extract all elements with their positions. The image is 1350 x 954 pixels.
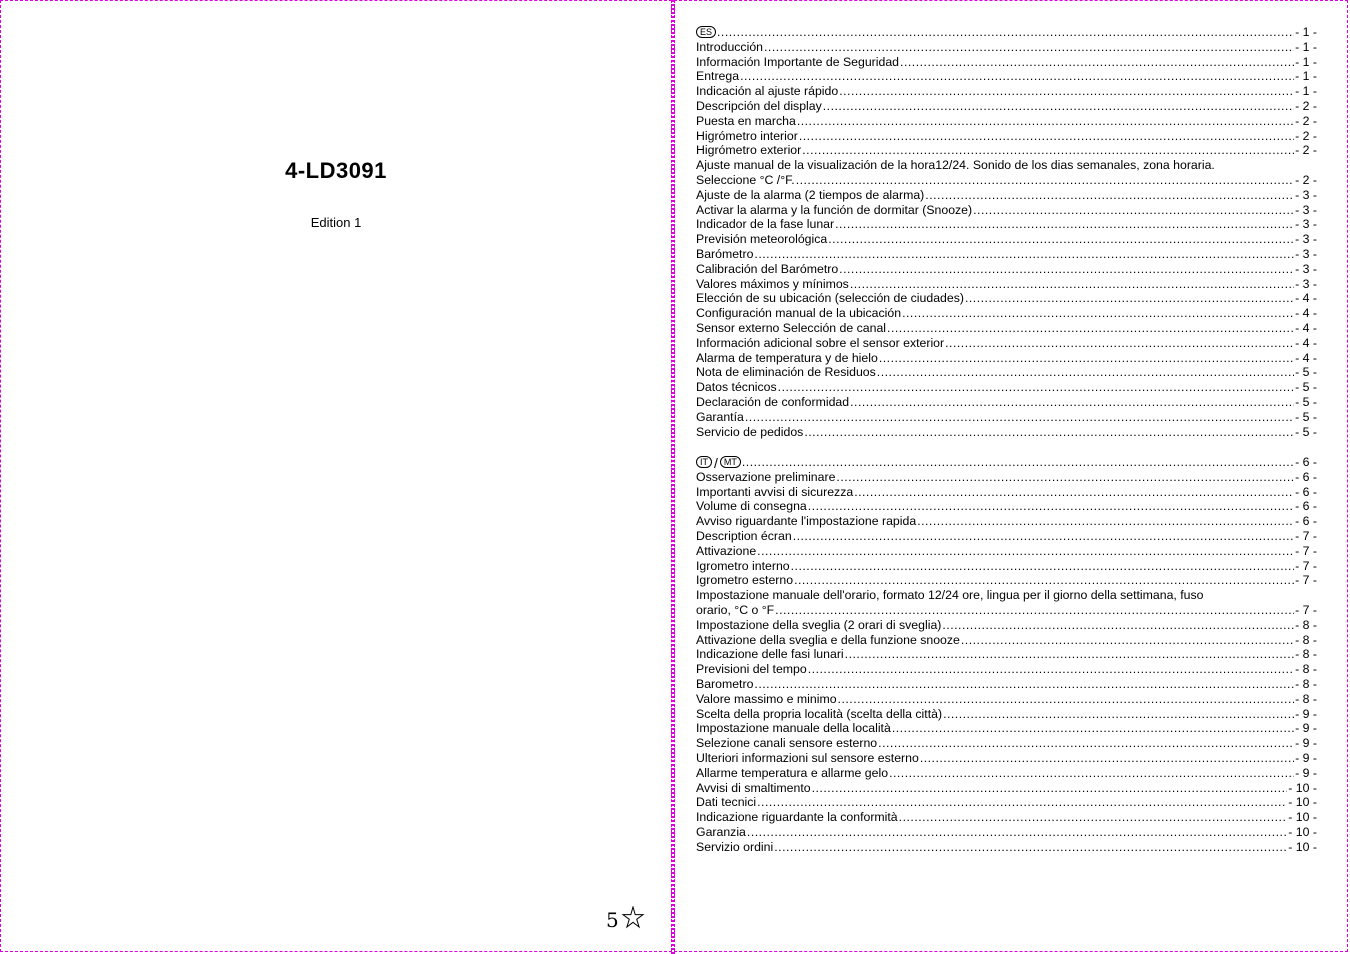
toc-entry[interactable]: [696, 203, 1317, 218]
language-badge-es: ES: [696, 26, 716, 38]
toc-entry[interactable]: [696, 380, 1317, 395]
toc-page-number: - 5 -: [1295, 380, 1317, 395]
leader-dots: [973, 203, 1294, 218]
toc-page-number: - 10 -: [1288, 810, 1317, 825]
toc-entry[interactable]: [696, 499, 1317, 514]
toc-entry-title: Barómetro: [696, 246, 754, 261]
leader-dots: [850, 277, 1294, 292]
toc-page-number: - 8 -: [1295, 647, 1317, 662]
toc-entry-title: Osservazione preliminare: [696, 469, 836, 484]
leader-dots: [877, 365, 1294, 380]
leader-dots: [943, 707, 1294, 722]
leader-dots: [812, 781, 1288, 796]
toc-entry-title: Indicador de la fase lunar: [696, 217, 835, 232]
leader-dots: [717, 25, 1294, 40]
toc-entry[interactable]: [696, 291, 1317, 306]
leader-dots: [794, 573, 1294, 588]
toc-page-number: - 7 -: [1295, 602, 1317, 617]
leader-dots: [823, 99, 1294, 114]
toc-entry[interactable]: [696, 795, 1317, 810]
leader-dots: [854, 485, 1294, 500]
toc-page-number: - 6 -: [1295, 514, 1317, 529]
toc-entry-title: Dati tecnici: [696, 795, 757, 810]
toc-page-number: - 4 -: [1295, 320, 1317, 335]
toc-entry[interactable]: [696, 114, 1317, 129]
toc-entry[interactable]: [696, 810, 1317, 825]
toc-page-number: - 9 -: [1295, 750, 1317, 765]
toc-page-number: - 1 -: [1295, 25, 1317, 39]
toc-entry[interactable]: [696, 188, 1317, 203]
toc-entry[interactable]: [696, 736, 1317, 751]
toc-entry[interactable]: [696, 232, 1317, 247]
toc-entry-title: Attivazione: [696, 543, 757, 558]
toc-page-number: - 8 -: [1295, 691, 1317, 706]
toc-entry[interactable]: [696, 410, 1317, 425]
toc-page-number: - 8 -: [1295, 632, 1317, 647]
toc-page-number: - 10 -: [1288, 795, 1317, 810]
toc-page-number: - 5 -: [1295, 394, 1317, 409]
logo-number: 5: [606, 908, 619, 932]
toc-entry-title: Barometro: [696, 676, 754, 691]
toc-entry[interactable]: [696, 825, 1317, 840]
leader-dots: [791, 559, 1294, 574]
toc-entry-title: Description écran: [696, 528, 792, 543]
toc-entry[interactable]: [696, 662, 1317, 677]
leader-dots: [835, 217, 1294, 232]
language-badge-mt: MT: [720, 456, 741, 468]
toc-entry-title: Sensor externo Selección de canal: [696, 320, 887, 335]
toc-page-number: - 2 -: [1295, 113, 1317, 128]
toc-entry[interactable]: [696, 395, 1317, 410]
toc-entry[interactable]: [696, 129, 1317, 144]
toc-page-number: - 9 -: [1295, 706, 1317, 721]
toc-entry[interactable]: [696, 692, 1317, 707]
leader-dots: [845, 647, 1294, 662]
leader-dots: [961, 633, 1294, 648]
toc-page-number: - 2 -: [1295, 172, 1317, 187]
toc-entry-title: Indicazione riguardante la conformità: [696, 810, 898, 825]
toc-entry[interactable]: [696, 840, 1317, 855]
toc-entry-title: Garanzia: [696, 824, 746, 839]
leader-dots: [764, 40, 1294, 55]
badge-separator: /: [714, 454, 718, 471]
toc-page-number: - 6 -: [1295, 469, 1317, 484]
toc-page-number: - 3 -: [1295, 187, 1317, 202]
toc-page-number: - 4 -: [1295, 306, 1317, 321]
toc-entry[interactable]: [696, 277, 1317, 292]
toc-page-number: - 4 -: [1295, 350, 1317, 365]
toc-entry[interactable]: [696, 143, 1317, 158]
toc-entry[interactable]: [696, 351, 1317, 366]
toc-entry-title: Servicio de pedidos: [696, 424, 804, 439]
leader-dots: [774, 840, 1287, 855]
toc-page-number: - 10 -: [1288, 824, 1317, 839]
toc-entry-title: Avviso riguardante l'impostazione rapida: [696, 514, 917, 529]
toc-entry[interactable]: [696, 707, 1317, 722]
toc-page-number: - 2 -: [1295, 98, 1317, 113]
toc-page-number: - 8 -: [1295, 617, 1317, 632]
toc-italian: [696, 455, 1317, 855]
toc-entry-title: Valore massimo e minimo: [696, 691, 837, 706]
toc-page-number: - 3 -: [1295, 261, 1317, 276]
toc-page-number: - 8 -: [1295, 662, 1317, 677]
toc-entry[interactable]: [696, 514, 1317, 529]
toc-language-header[interactable]: [696, 25, 1317, 40]
toc-page-number: - 1 -: [1295, 69, 1317, 84]
leader-dots: [850, 395, 1294, 410]
toc-entry[interactable]: [696, 529, 1317, 544]
toc-spanish: [696, 25, 1317, 439]
leader-dots: [839, 84, 1294, 99]
toc-entry[interactable]: [696, 84, 1317, 99]
toc-entry[interactable]: [696, 306, 1317, 321]
leader-dots: [799, 129, 1294, 144]
toc-entry-title: Activar la alarma y la función de dormitar (Snooze): [696, 202, 973, 217]
toc-entry-title: Puesta en marcha: [696, 113, 796, 128]
toc-entry[interactable]: [696, 365, 1317, 380]
leader-dots: [925, 188, 1294, 203]
toc-entry-title: Calibración del Barómetro: [696, 261, 839, 276]
leader-dots: [889, 766, 1294, 781]
leader-dots: [878, 736, 1294, 751]
toc-entry-title: Ajuste de la alarma (2 tiempos de alarma): [696, 187, 925, 202]
leader-dots: [836, 470, 1294, 485]
toc-page-number: - 9 -: [1295, 721, 1317, 736]
toc-page-number: - 2 -: [1295, 143, 1317, 158]
toc-page-number: - 3 -: [1295, 276, 1317, 291]
toc-entry-title: Servizio ordini: [696, 839, 774, 854]
toc-entry-title: Nota de eliminación de Residuos: [696, 365, 876, 380]
leader-dots: [879, 351, 1294, 366]
left-page: [0, 0, 672, 952]
toc-entry-title: Declaración de conformidad: [696, 394, 850, 409]
toc-entry[interactable]: [696, 470, 1317, 485]
leader-dots: [747, 825, 1287, 840]
toc-entry-title: Ulteriori informazioni sul sensore esterno: [696, 750, 919, 765]
toc-entry-title: Importanti avvisi di sicurezza: [696, 484, 854, 499]
page-spine-divider: [671, 0, 675, 954]
toc-entry-title: Previsión meteorológica: [696, 232, 828, 247]
toc-entry[interactable]: [696, 247, 1317, 262]
toc-entry-title: Información adicional sobre el sensor exterior: [696, 335, 945, 350]
leader-dots: [942, 618, 1294, 633]
toc-entry-title: Indicación al ajuste rápido: [696, 84, 839, 99]
toc-entry[interactable]: [696, 751, 1317, 766]
toc-page-number: - 7 -: [1295, 573, 1317, 588]
toc-entry-title: Avvisi di smaltimento: [696, 780, 811, 795]
leader-dots: [775, 603, 1294, 618]
edition-label: Edition 1: [310, 215, 362, 230]
toc-entry[interactable]: [696, 721, 1317, 736]
toc-entry-title: Higrómetro exterior: [696, 143, 802, 158]
toc-entry[interactable]: [696, 99, 1317, 114]
toc-entry[interactable]: [696, 618, 1317, 633]
leader-dots: [745, 410, 1294, 425]
model-title: 4-LD3091: [285, 158, 387, 183]
toc-entry[interactable]: [696, 603, 1317, 618]
toc-entry[interactable]: [696, 55, 1317, 70]
toc-entry[interactable]: [696, 321, 1317, 336]
toc-entry[interactable]: [696, 262, 1317, 277]
toc-page-number: - 6 -: [1295, 499, 1317, 514]
toc-page-number: - 6 -: [1295, 484, 1317, 499]
toc-page-number: - 7 -: [1295, 528, 1317, 543]
leader-dots: [757, 544, 1294, 559]
toc-entry-title: Garantía: [696, 409, 744, 424]
toc-entry[interactable]: [696, 573, 1317, 588]
toc-entry[interactable]: [696, 69, 1317, 84]
leader-dots: [797, 114, 1294, 129]
language-badge-it: IT: [696, 456, 712, 468]
leader-dots: [828, 232, 1294, 247]
leader-dots: [902, 306, 1294, 321]
toc-entry-title: Scelta della propria località (scelta della città): [696, 706, 943, 721]
toc-page-number: - 9 -: [1295, 736, 1317, 751]
leader-dots: [802, 143, 1294, 158]
toc-entry[interactable]: [696, 425, 1317, 440]
toc-page-number: - 6 -: [1295, 455, 1317, 469]
toc-entry-title: Attivazione della sveglia e della funzione snooze: [696, 632, 960, 647]
toc-entry-title: Igrometro interno: [696, 558, 790, 573]
toc-page-number: - 3 -: [1295, 217, 1317, 232]
toc-page-number: - 3 -: [1295, 202, 1317, 217]
leader-dots: [920, 751, 1294, 766]
leader-dots: [899, 810, 1288, 825]
toc-entry-title: Alarma de temperatura y de hielo: [696, 350, 878, 365]
leader-dots: [887, 321, 1294, 336]
toc-language-header[interactable]: [696, 455, 1317, 470]
toc-entry-title: Igrometro esterno: [696, 573, 794, 588]
leader-dots: [808, 662, 1294, 677]
leader-dots: [757, 795, 1287, 810]
toc-entry[interactable]: [696, 217, 1317, 232]
toc-page-number: - 5 -: [1295, 365, 1317, 380]
toc-page-number: - 10 -: [1288, 780, 1317, 795]
toc-page-number: - 5 -: [1295, 424, 1317, 439]
toc-page-number: - 4 -: [1295, 291, 1317, 306]
toc-entry-title: Impostazione della sveglia (2 orari di sveglia): [696, 617, 942, 632]
toc-entry-title: Seleccione °C /°F.: [696, 172, 795, 187]
leader-dots: [892, 721, 1294, 736]
leader-dots: [804, 425, 1294, 440]
toc-entry[interactable]: [696, 544, 1317, 559]
toc-page-number: - 7 -: [1295, 558, 1317, 573]
leader-dots: [793, 529, 1294, 544]
toc-entry[interactable]: [696, 766, 1317, 781]
toc-entry-title: Impostazione manuale della località: [696, 721, 891, 736]
toc-entry-title: Descripción del display: [696, 98, 822, 113]
leader-dots: [796, 173, 1294, 188]
toc-page-number: - 1 -: [1295, 39, 1317, 54]
toc-entry-wrapped-line[interactable]: Impostazione manuale dell'orario, formato 12/24 ore, lingua per il giorno della settimana, fuso: [696, 588, 1204, 603]
star-icon: [621, 906, 645, 930]
toc-page-number: - 3 -: [1295, 246, 1317, 261]
toc-entry-title: Allarme temperatura e allarme gelo: [696, 765, 889, 780]
toc-entry-title: Indicazione delle fasi lunari: [696, 647, 844, 662]
toc-page-number: - 8 -: [1295, 676, 1317, 691]
toc-entry-title: Selezione canali sensore esterno: [696, 736, 878, 751]
leader-dots: [742, 455, 1294, 470]
toc-entry-title: Datos técnicos: [696, 380, 777, 395]
toc-entry-wrapped-line[interactable]: Ajuste manual de la visualización de la hora12/24. Sonido de los dias semanales, zona horaria.: [696, 158, 1215, 173]
toc-entry-title: Higrómetro interior: [696, 128, 798, 143]
toc-page-number: - 3 -: [1295, 232, 1317, 247]
toc-entry[interactable]: [696, 677, 1317, 692]
toc-entry[interactable]: [696, 633, 1317, 648]
toc-entry-title: Entrega: [696, 69, 740, 84]
toc-page-number: - 9 -: [1295, 765, 1317, 780]
toc-entry-title: Elección de su ubicación (selección de ciudades): [696, 291, 964, 306]
toc-entry[interactable]: [696, 485, 1317, 500]
toc-entry-title: Valores máximos y mínimos: [696, 276, 849, 291]
brand-logo: [606, 906, 645, 930]
leader-dots: [945, 336, 1294, 351]
toc-entry-title: orario, °C o °F: [696, 602, 775, 617]
leader-dots: [900, 55, 1294, 70]
toc-page-number: - 5 -: [1295, 409, 1317, 424]
leader-dots: [965, 291, 1294, 306]
toc-entry-title: Configuración manual de la ubicación: [696, 306, 902, 321]
toc-entry[interactable]: [696, 559, 1317, 574]
leader-dots: [917, 514, 1294, 529]
toc-page-number: - 10 -: [1288, 839, 1317, 854]
toc-entry-title: Volume di consegna: [696, 499, 807, 514]
toc-page-number: - 7 -: [1295, 543, 1317, 558]
toc-entry[interactable]: [696, 40, 1317, 55]
toc-entry[interactable]: [696, 336, 1317, 351]
toc-page-number: - 1 -: [1295, 84, 1317, 99]
leader-dots: [808, 499, 1294, 514]
leader-dots: [740, 69, 1294, 84]
toc-page-number: - 2 -: [1295, 128, 1317, 143]
leader-dots: [754, 247, 1294, 262]
leader-dots: [839, 262, 1294, 277]
toc-entry-title: Introducción: [696, 39, 763, 54]
toc-entry[interactable]: [696, 647, 1317, 662]
leader-dots: [754, 677, 1294, 692]
leader-dots: [778, 380, 1294, 395]
toc-page-number: - 1 -: [1295, 54, 1317, 69]
toc-entry[interactable]: [696, 781, 1317, 796]
toc-entry-title: Información Importante de Seguridad: [696, 54, 900, 69]
leader-dots: [838, 692, 1295, 707]
toc-entry-title: Previsioni del tempo: [696, 662, 807, 677]
toc-page-number: - 4 -: [1295, 335, 1317, 350]
toc-entry[interactable]: [696, 173, 1317, 188]
